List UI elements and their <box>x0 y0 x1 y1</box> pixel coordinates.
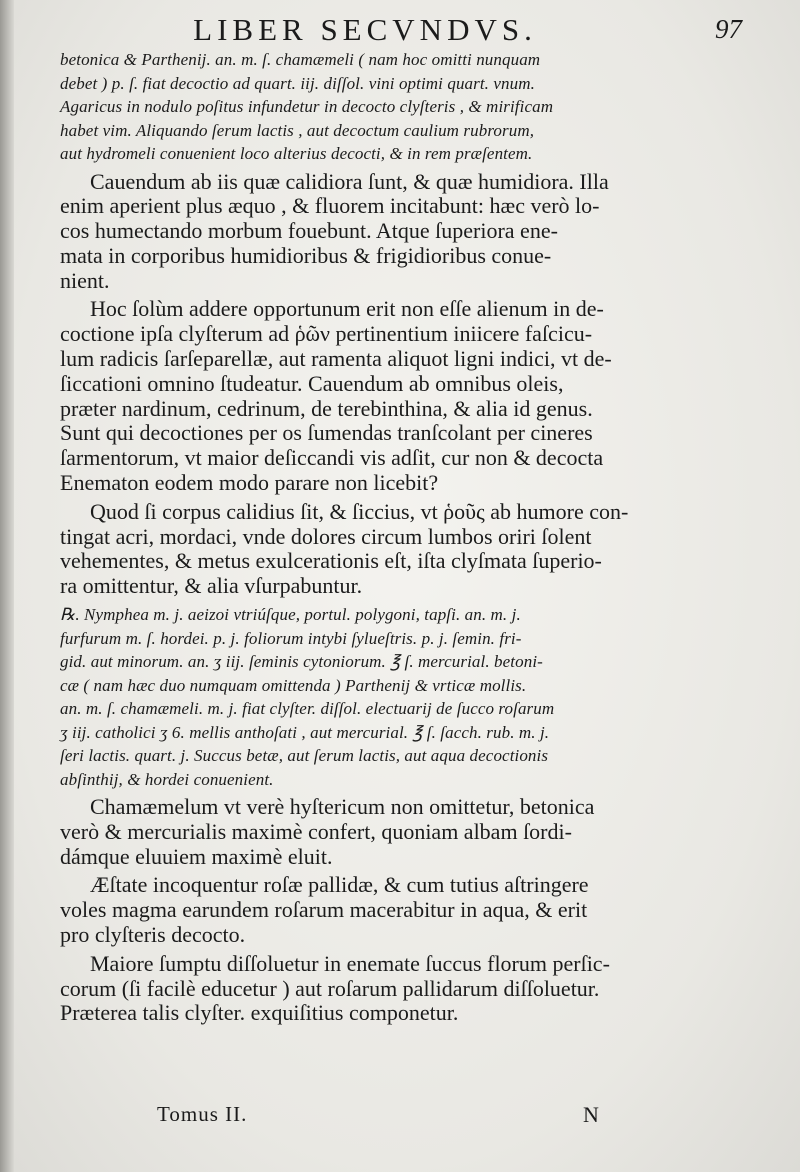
text-line: mata in corporibus humidioribus & frigidioribus conue- <box>60 242 552 268</box>
text-line: Cauendum ab iis quæ calidiora ſunt, & quæ humidiora. Illa <box>90 168 609 194</box>
page-number: 97 <box>715 14 742 44</box>
text-line: nient. <box>60 267 110 293</box>
text-line: Agaricus in nodulo poſitus infundetur in decocto clyſteris , & mirificam <box>60 97 554 116</box>
text-line: Enematon eodem modo parare non licebit? <box>60 470 439 496</box>
paragraph <box>60 952 690 1026</box>
text-line: Præterea talis clyſter. exquiſitius componetur. <box>60 1000 459 1026</box>
text-line: verò & mercurialis maximè confert, quoniam albam ſordi- <box>60 818 572 844</box>
paragraph <box>60 297 690 495</box>
text-line: ſarmentorum, vt maior deſiccandi vis adſit, cur non & decocta <box>60 445 604 471</box>
text-line: ℞. Nymphea m. j. aeizoi vtriúſque, portul. polygoni, tapſi. an. m. j. <box>60 605 521 625</box>
page-body <box>60 48 690 1026</box>
text-line: habet vim. Aliquando ſerum lactis , aut decoctum caulium rubrorum, <box>60 120 535 140</box>
text-line: ra omittentur, & alia vſurpabuntur. <box>60 573 363 599</box>
text-line: Hoc ſolùm addere opportunum erit non eſſe alienum in de- <box>90 296 604 322</box>
italic-passage <box>60 603 690 791</box>
text-line: gid. aut minorum. an. ʒ iij. ſeminis cytoniorum. ℥ ſ. mercurial. betoni- <box>60 652 543 672</box>
paragraph <box>60 873 690 947</box>
text-line: furfurum m. ſ. hordei. p. j. foliorum intybi ſylueſtris. p. j. ſemin. fri- <box>60 628 522 648</box>
text-line: coctione ipſa clyſterum ad ῥῶν pertinentium iniicere faſcicu- <box>60 321 593 347</box>
text-line: Maiore ſumptu diſſoluetur in enemate ſuccus florum perſic- <box>90 950 610 976</box>
page-header <box>0 8 800 48</box>
text-line: abſinthij, & hordei conuenient. <box>60 769 274 789</box>
text-line: voles magma earundem roſarum macerabitur in aqua, & erit <box>60 897 588 923</box>
page-footer <box>0 1096 800 1136</box>
text-line: an. m. ſ. chamæmeli. m. j. fiat clyſter. diſſol. electuarij de ſucco roſarum <box>60 699 555 719</box>
text-line: aut hydromeli conuenient loco alterius decocti, & in rem præſentem. <box>60 144 533 163</box>
text-line: lum radicis ſarſeparellæ, aut ramenta aliquot ligni indici, vt de- <box>60 346 612 372</box>
text-line: ſeri lactis. quart. j. Succus betæ, aut ſerum lactis, aut aqua decoctionis <box>60 746 549 766</box>
text-line: vehementes, & metus exulcerationis eſt, iſta clyſmata ſuperio- <box>60 548 602 574</box>
paragraph <box>60 795 690 869</box>
text-line: cæ ( nam hæc duo numquam omittenda ) Parthenij & vrticæ mollis. <box>60 675 527 695</box>
text-line: pro clyſteris decocto. <box>60 922 246 948</box>
text-line: debet ) p. ſ. fiat decoctio ad quart. iij. diſſol. vini optimi quart. vnum. <box>60 73 535 93</box>
text-line: enim aperient plus æquo , & fluorem incitabunt: hæc verò lo- <box>60 193 600 219</box>
text-line: ʒ iij. catholici ʒ 6. mellis anthoſati , aut mercurial. ℥ ſ. ſacch. rub. m. j. <box>60 722 550 742</box>
text-line: præter nardinum, cedrinum, de terebinthina, & alia id genus. <box>60 395 593 421</box>
paragraph <box>60 500 690 599</box>
text-line: cos humectando morbum fouebunt. Atque ſuperiora ene- <box>60 218 558 244</box>
text-line: Sunt qui decoctiones per os ſumendas tranſcolant per cineres <box>60 420 593 446</box>
text-line: corum (ſi facilè educetur ) aut roſarum pallidarum diſſoluetur. <box>60 975 600 1001</box>
text-line: Chamæmelum vt verè hyſtericum non omittetur, betonica <box>90 794 595 820</box>
signature-mark: N <box>583 1102 599 1127</box>
text-line: dámque eluuiem maximè eluit. <box>60 843 333 869</box>
text-line: Æſtate incoquentur roſæ pallidæ, & cum tutius aſtringere <box>90 872 589 898</box>
paragraph <box>60 170 690 294</box>
text-line: betonica & Parthenij. an. m. ſ. chamæmeli ( nam hoc omitti nunquam <box>60 50 541 69</box>
text-line: ſiccationi omnino ſtudeatur. Cauendum ab omnibus oleis, <box>60 370 564 396</box>
running-title: LIBER SECVNDVS. <box>193 12 537 47</box>
italic-passage <box>60 48 690 166</box>
volume-label: Tomus II. <box>157 1102 248 1126</box>
text-line: tingat acri, mordaci, vnde dolores circum lumbos oriri ſolent <box>60 523 592 549</box>
text-line: Quod ſi corpus calidius ſit, & ſiccius, vt ῥοῦς ab humore con- <box>90 498 629 524</box>
page-binding-shadow <box>0 0 14 1172</box>
